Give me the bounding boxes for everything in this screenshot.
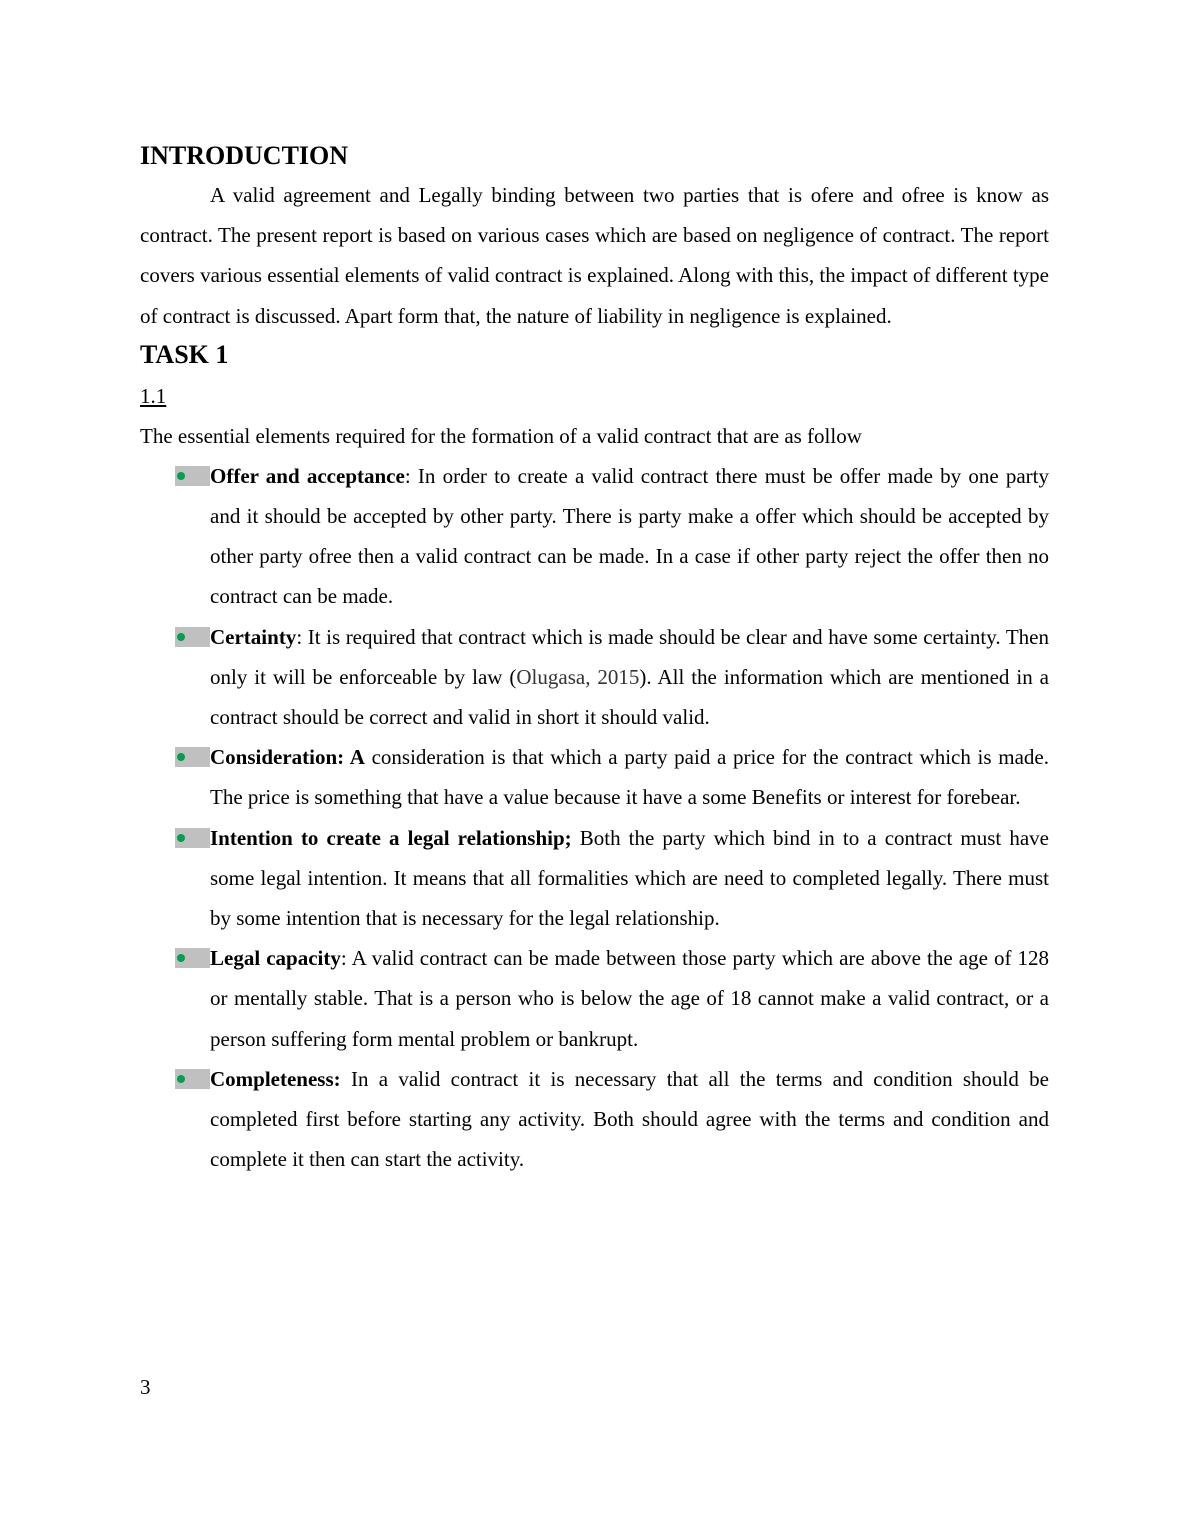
item-text: In a valid contract it is necessary that all the terms and condition should be completed first before starting any activity. Both should agree with the terms and condition and complete it then can start the activity. — [210, 1066, 1049, 1172]
document-page — [140, 137, 1049, 1179]
item-term: Consideration: A — [210, 745, 365, 770]
item-text: consideration is that which a party paid a price for the contract which is made. The price is something that have a value because it have a some Benefits or interest for forebear. — [210, 745, 1049, 810]
list-item — [210, 737, 1049, 817]
item-term: Legal capacity — [210, 946, 341, 971]
list-item — [210, 617, 1049, 738]
bullet-icon — [175, 627, 210, 647]
item-text: : It is required that contract which is made should be clear and have some certainty. Then only it will be enforceable by law ( — [210, 624, 1049, 689]
list-item — [210, 456, 1049, 617]
item-citation: Olugasa, 2015 — [516, 664, 640, 689]
list-item — [210, 1059, 1049, 1180]
list-item — [210, 938, 1049, 1059]
item-term: Completeness: — [210, 1066, 341, 1091]
introduction-paragraph: A valid agreement and Legally binding between two parties that is ofere and ofree is know as contract. The present report is based on various cases which are based on negligence of contract. The report covers various essential elements of valid contract is explained. Along with this, the impact of different type of contract is discussed. Apart form that, the nature of liability in negligence is explained. — [140, 183, 1049, 328]
item-text: : In order to create a valid contract there must be offer made by one party and it should be accepted by other party. There is party make a offer which should be accepted by other party ofree then a valid contract can be made. In a case if other party reject the offer then no contract can be made. — [210, 463, 1049, 609]
item-term: Offer and acceptance — [210, 463, 405, 488]
page-number: 3 — [140, 1375, 151, 1399]
bullet-icon — [175, 747, 210, 767]
essential-elements-list — [140, 456, 1049, 1180]
bullet-icon — [175, 466, 210, 486]
task-lead-sentence: The essential elements required for the formation of a valid contract that are as follow — [140, 423, 862, 448]
item-term: Intention to create a legal relationship; — [210, 825, 572, 850]
introduction-heading: INTRODUCTION — [140, 141, 349, 170]
bullet-icon — [175, 948, 210, 968]
item-text: : A valid contract can be made between those party which are above the age of 128 or mentally stable. That is a person who is below the age of 18 cannot make a valid contract, or a person suffering form mental problem or bankrupt. — [210, 946, 1050, 1051]
item-text-after: ). All the information which are mentioned in a contract should be correct and valid in short it should valid. — [210, 664, 1049, 730]
item-text: Both the party which bind in to a contract must have some legal intention. It means that all formalities which are need to completed legally. There must by some intention that is necessary for the legal relationship. — [210, 825, 1049, 931]
item-term: Certainty — [210, 624, 297, 649]
bullet-icon — [175, 828, 210, 848]
task-heading: TASK 1 — [140, 339, 229, 369]
list-item — [210, 818, 1049, 939]
bullet-icon — [175, 1069, 210, 1089]
subsection-number: 1.1 — [140, 383, 167, 408]
